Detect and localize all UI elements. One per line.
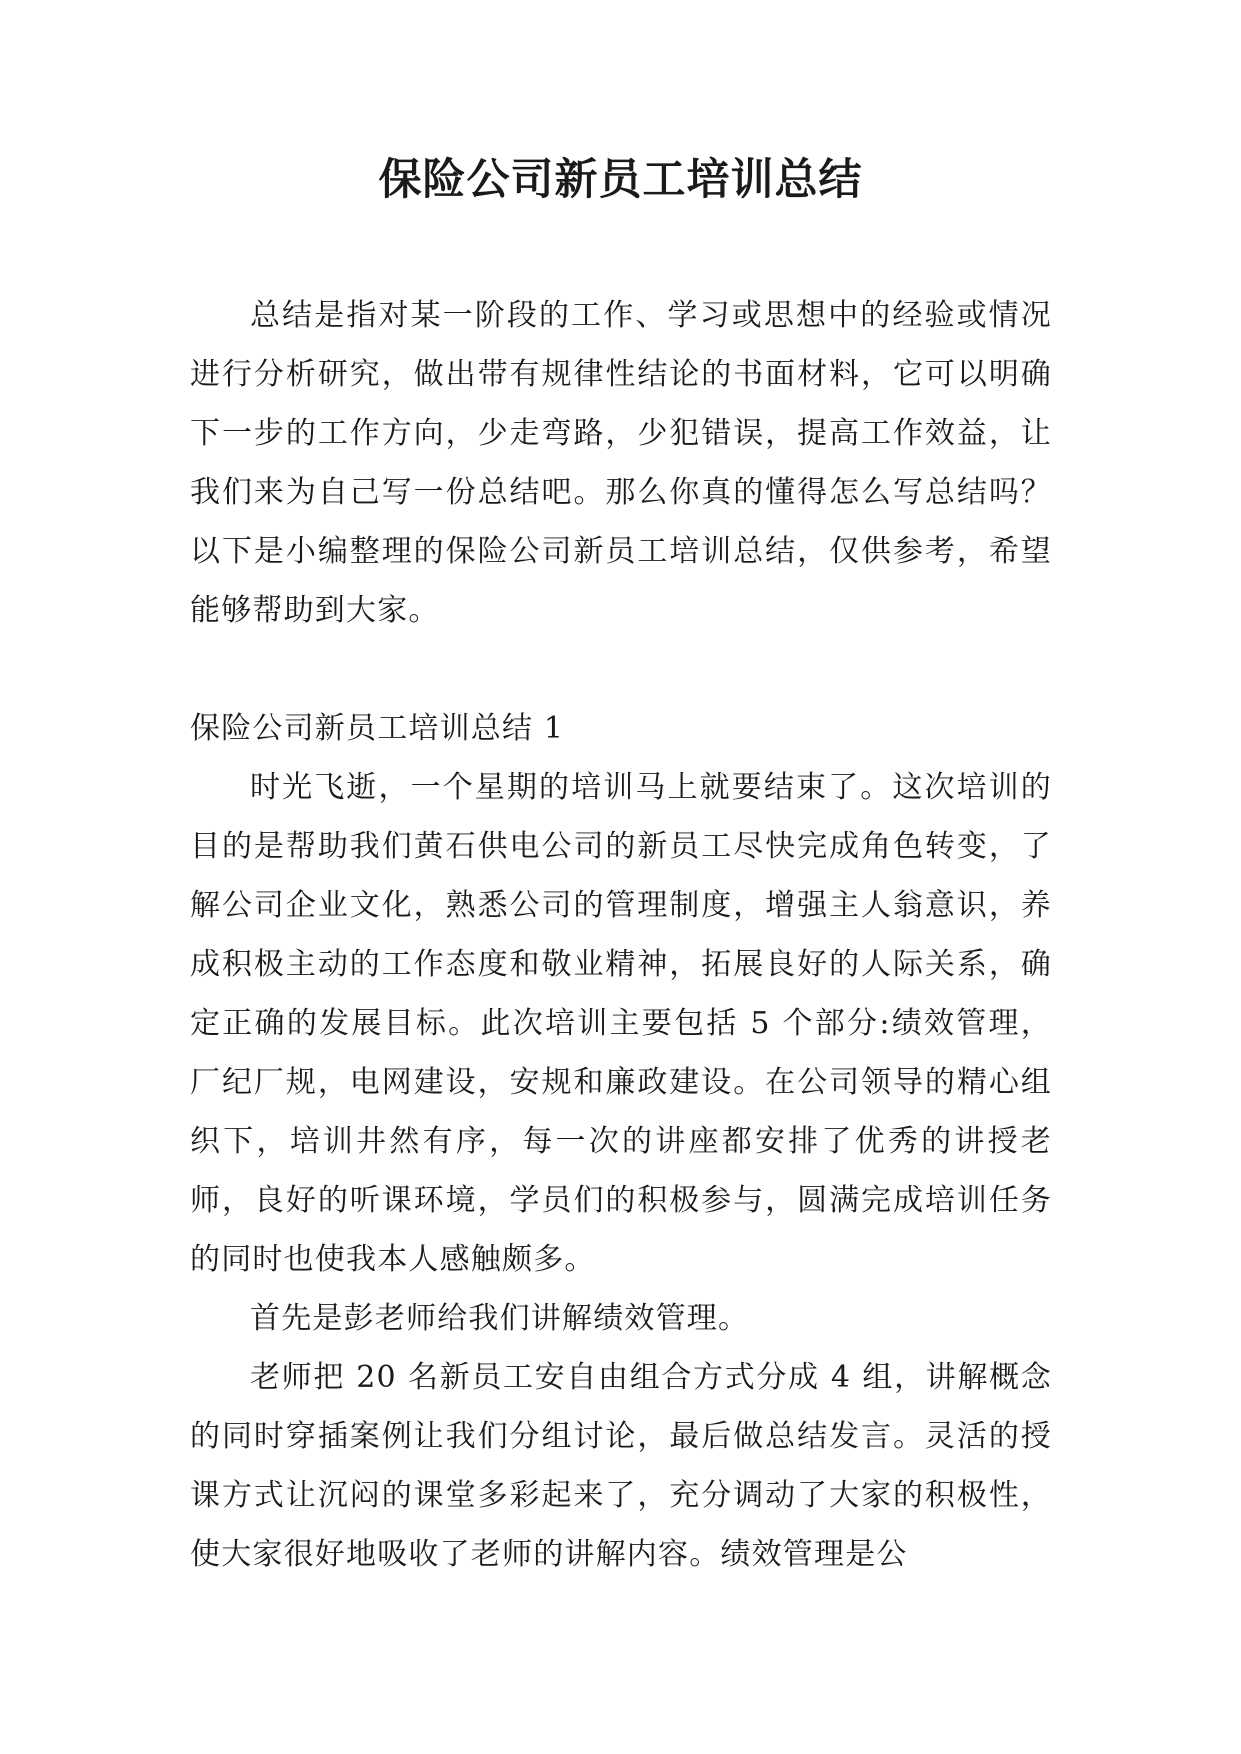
body-paragraph: 老师把 20 名新员工安自由组合方式分成 4 组，讲解概念的同时穿插案例让我们分组讨论，最后做总结发言。灵活的授课方式让沉闷的课堂多彩起来了，充分调动了大家的积极性，使大家很好地吸收了老师的讲解内容。绩效管理是公	[190, 1360, 1052, 1572]
intro-paragraph: 总结是指对某一阶段的工作、学习或思想中的经验或情况进行分析研究，做出带有规律性结论的书面材料，它可以明确下一步的工作方向，少走弯路，少犯错误，提高工作效益，让我们来为自己写一份总结吧。那么你真的懂得怎么写总结吗？以下是小编整理的保险公司新员工培训总结，仅供参考，希望能够帮助到大家。	[190, 298, 1052, 628]
document-body	[190, 286, 1052, 1584]
body-paragraph: 首先是彭老师给我们讲解绩效管理。	[250, 1301, 750, 1336]
paragraph-spacer	[190, 640, 1052, 699]
section-heading: 保险公司新员工培训总结 1	[190, 711, 565, 746]
body-paragraph: 时光飞逝，一个星期的培训马上就要结束了。这次培训的目的是帮助我们黄石供电公司的新员工尽快完成角色转变，了解公司企业文化，熟悉公司的管理制度，增强主人翁意识，养成积极主动的工作态度和敬业精神，拓展良好的人际关系，确定正确的发展目标。此次培训主要包括 5 个部分:绩效管理，厂纪厂规，电网建设，安规和廉政建设。在公司领导的精心组织下，培训井然有序，每一次的讲座都安排了优秀的讲授老师，良好的听课环境，学员们的积极参与，圆满完成培训任务的同时也使我本人感触颇多。	[190, 770, 1052, 1277]
document-title: 保险公司新员工培训总结	[378, 155, 863, 205]
